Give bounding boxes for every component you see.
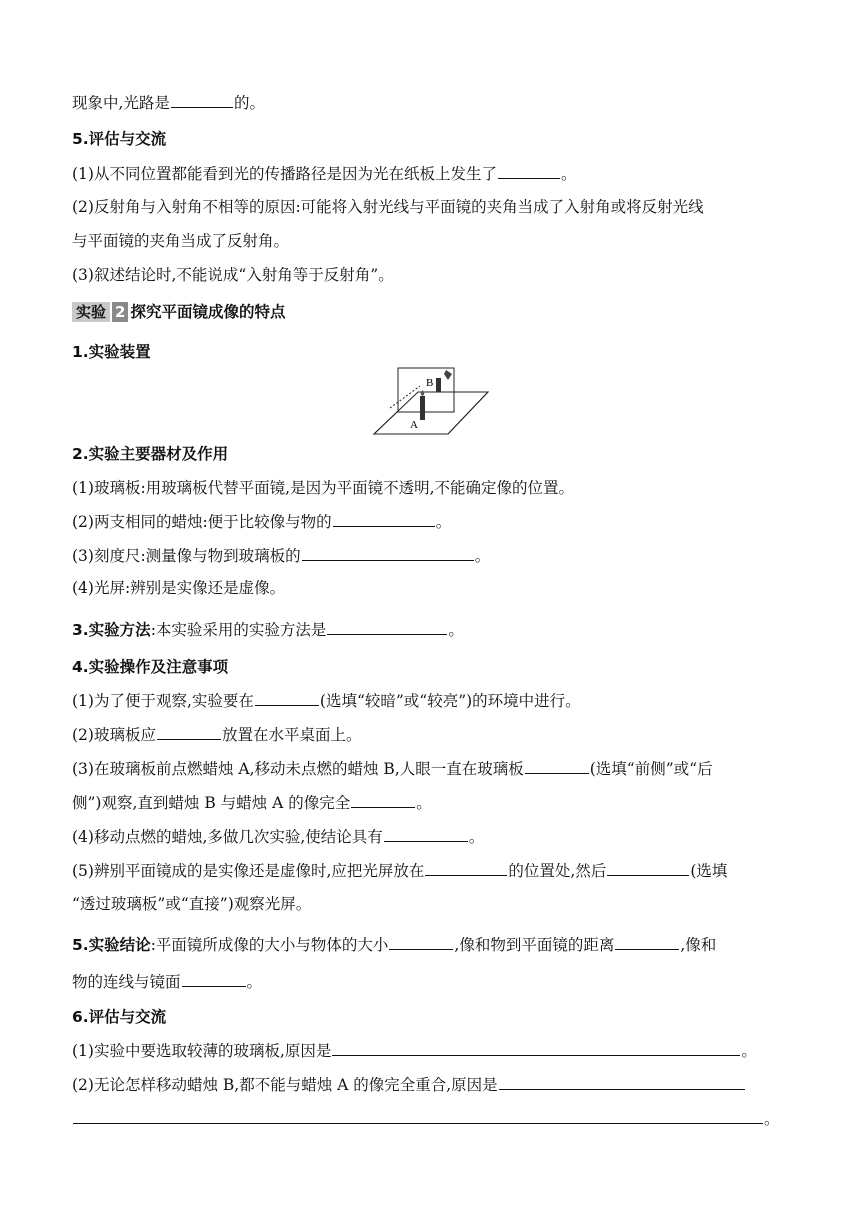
answer-blank[interactable] — [351, 792, 415, 808]
text-line — [72, 792, 432, 813]
text: (1)实验中要选取较薄的玻璃板,原因是 — [72, 1042, 332, 1060]
answer-blank[interactable] — [255, 690, 319, 706]
text-line: (4)光屏:辨别是实像还是虚像。 — [72, 579, 286, 597]
text: 侧”)观察,直到蜡烛 B 与蜡烛 A 的像完全 — [72, 794, 351, 812]
text: (选填“较暗”或“较亮”)的环境中进行。 — [319, 692, 581, 710]
answer-blank[interactable] — [389, 934, 453, 950]
text: 。 — [474, 547, 491, 565]
text-line — [72, 690, 581, 711]
text-line — [72, 545, 490, 566]
label-b: B — [426, 377, 434, 389]
text-line: 与平面镜的夹角当成了反射角。 — [72, 232, 290, 250]
text-line — [72, 758, 713, 779]
text: 。 — [741, 1042, 757, 1060]
section-heading: 6.评估与交流 — [72, 1008, 167, 1026]
section-heading: 2.实验主要器材及作用 — [72, 445, 229, 463]
text: 。 — [246, 973, 263, 991]
text: (4)移动点燃的蜡烛,多做几次实验,使结论具有 — [72, 828, 383, 846]
answer-blank[interactable] — [182, 971, 246, 987]
text: 放置在水平桌面上。 — [221, 726, 362, 744]
text: 的位置处,然后 — [508, 862, 607, 880]
text: (5)辨别平面镜成的是实像还是虚像时,应把光屏放在 — [72, 862, 425, 880]
text-line — [72, 1108, 780, 1129]
text: :本实验采用的实验方法是 — [150, 621, 327, 639]
text-line: (3)叙述结论时,不能说成“入射角等于反射角”。 — [72, 266, 394, 284]
text: 的。 — [233, 94, 265, 112]
text: ,像和物到平面镜的距离 — [454, 936, 615, 954]
answer-blank[interactable] — [525, 758, 589, 774]
text-line — [72, 92, 265, 113]
text-line — [72, 1074, 746, 1095]
section-heading: 4.实验操作及注意事项 — [72, 658, 229, 676]
section-heading: 5.实验结论 — [72, 936, 151, 954]
answer-blank[interactable] — [332, 1040, 740, 1056]
text: 。 — [416, 794, 432, 812]
text: (3)在玻璃板前点燃蜡烛 A,移动未点燃的蜡烛 B,人眼一直在玻璃板 — [72, 760, 524, 778]
text: (选填 — [690, 862, 728, 880]
text-line — [72, 724, 361, 745]
text-line — [72, 934, 716, 955]
answer-blank[interactable] — [615, 934, 679, 950]
section-heading: 3.实验方法 — [72, 621, 151, 639]
text: (2)两支相同的蜡烛:便于比较像与物的 — [72, 513, 332, 531]
text: (1)从不同位置都能看到光的传播路径是因为光在纸板上发生了 — [72, 165, 497, 183]
answer-blank[interactable] — [384, 826, 468, 842]
text-line: “透过玻璃板”或“直接”)观察光屏。 — [72, 895, 312, 913]
answer-blank[interactable] — [607, 860, 689, 876]
mirror-setup-figure — [370, 364, 490, 436]
text: (3)刻度尺:测量像与物到玻璃板的 — [72, 547, 301, 565]
label-a: A — [410, 419, 418, 431]
text-line — [72, 1040, 757, 1061]
text: (2)玻璃板应 — [72, 726, 156, 744]
candle-a — [420, 396, 425, 420]
text: 。 — [468, 828, 485, 846]
text-line: (2)反射角与入射角不相等的原因:可能将入射光线与平面镜的夹角当成了入射角或将反射光线 — [72, 198, 704, 216]
text-line — [72, 163, 576, 184]
text-line — [72, 971, 262, 992]
text-line — [72, 826, 484, 847]
text-line — [72, 511, 451, 532]
text: 。 — [560, 165, 577, 183]
section-heading: 1.实验装置 — [72, 343, 151, 361]
text: 。 — [435, 513, 452, 531]
text-line — [72, 619, 464, 640]
experiment-title: 探究平面镜成像的特点 — [130, 303, 286, 321]
answer-blank[interactable] — [499, 1074, 745, 1090]
text: 现象中,光路是 — [72, 94, 170, 112]
text: 。 — [764, 1110, 780, 1128]
experiment-heading — [72, 302, 285, 322]
answer-blank[interactable] — [157, 724, 221, 740]
text: :平面镜所成像的大小与物体的大小 — [150, 936, 389, 954]
experiment-badge: 实验 — [72, 302, 110, 322]
text: ,像和 — [680, 936, 717, 954]
text: 。 — [448, 621, 464, 639]
answer-blank[interactable] — [73, 1108, 763, 1124]
answer-blank[interactable] — [171, 92, 233, 108]
text: (选填“前侧”或“后 — [589, 760, 713, 778]
text: (2)无论怎样移动蜡烛 B,都不能与蜡烛 A 的像完全重合,原因是 — [72, 1076, 498, 1094]
answer-blank[interactable] — [333, 511, 435, 527]
text: (1)为了便于观察,实验要在 — [72, 692, 254, 710]
text-line — [72, 860, 727, 881]
candle-b — [436, 378, 441, 392]
answer-blank[interactable] — [498, 163, 560, 179]
answer-blank[interactable] — [302, 545, 474, 561]
text-line: (1)玻璃板:用玻璃板代替平面镜,是因为平面镜不透明,不能确定像的位置。 — [72, 479, 575, 497]
section-heading: 5.评估与交流 — [72, 130, 167, 148]
text: 物的连线与镜面 — [72, 973, 181, 991]
answer-blank[interactable] — [327, 619, 447, 635]
experiment-number: 2 — [112, 302, 128, 322]
answer-blank[interactable] — [425, 860, 507, 876]
